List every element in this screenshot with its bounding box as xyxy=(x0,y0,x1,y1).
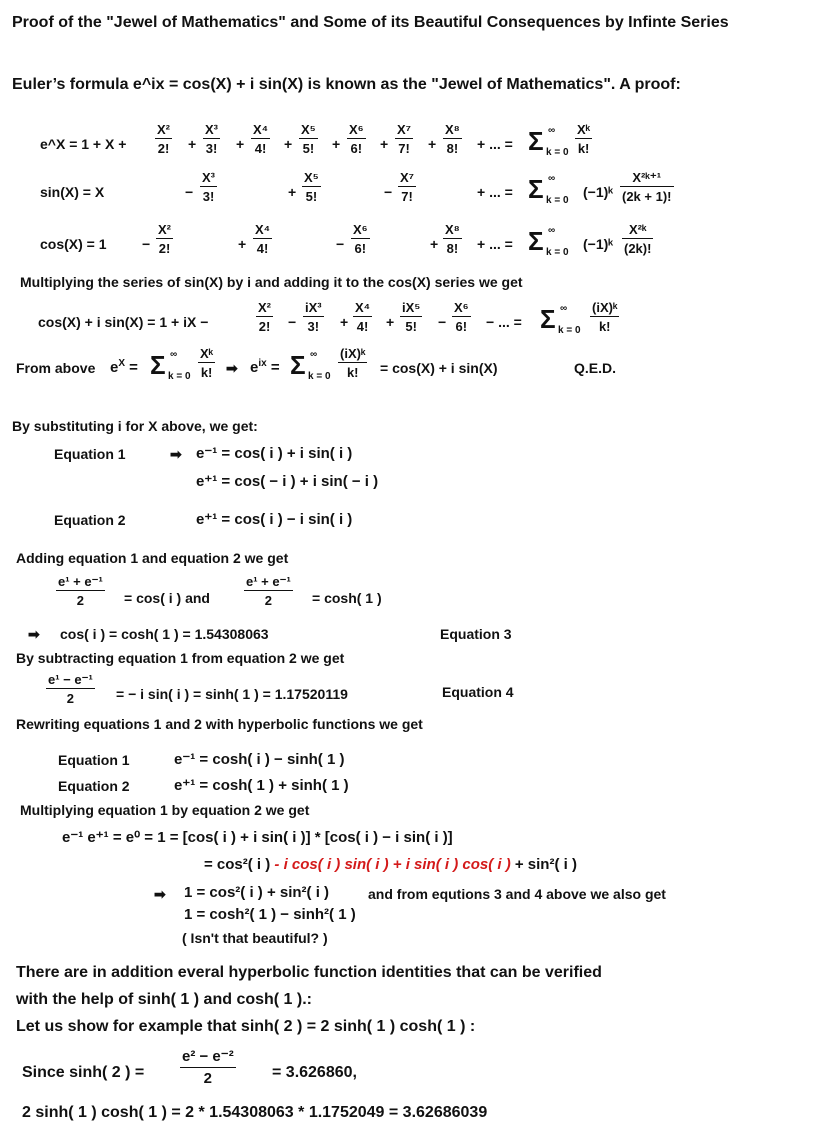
cos-sign-factor: (−1)ᵏ xyxy=(583,236,614,252)
from-above-label: From above xyxy=(16,360,96,376)
arrow-icon: ➡ xyxy=(226,360,238,376)
combined-tail: − ... = xyxy=(486,314,522,330)
eix-symbol: $e^{ix}$ = xyxy=(250,358,280,376)
combined-sum-term: $\frac{\text{(iX)ᵏ}}{k!}$ xyxy=(592,300,618,334)
hyperbolic-line-2: with the help of sinh( 1 ) and cosh( 1 ).: xyxy=(16,991,312,1008)
sigma-symbol: Σ xyxy=(528,126,544,156)
minus-sign: − xyxy=(384,184,393,200)
plus-sign: + xyxy=(238,236,247,252)
ex-term-7: $\frac{\text{X⁷}}{7!}$ xyxy=(397,122,412,156)
sum-upper: ∞ xyxy=(170,349,178,360)
multiplying-heading: Multiplying equation 1 by equation 2 we get xyxy=(20,802,310,818)
combined-term-3: $\frac{\text{iX³}}{3!}$ xyxy=(305,300,322,334)
sum-lower: k = 0 xyxy=(168,371,191,382)
ex-term-8: $\frac{\text{X⁸}}{8!}$ xyxy=(445,122,460,156)
ex-symbol: $e^X$ = xyxy=(110,358,138,376)
since-fraction: $\frac{\text{e² − e⁻²}}{2}$ xyxy=(182,1048,234,1087)
sin-term-3: $\frac{\text{X³}}{3!}$ xyxy=(202,170,215,204)
cos-term-8: $\frac{\text{X⁸}}{8!}$ xyxy=(445,222,460,256)
combined-lhs: cos(X) + i sin(X) = 1 + iX − xyxy=(38,314,209,330)
cancelling-terms: - i cos( i ) sin( i ) + i sin( i ) cos( i ) xyxy=(270,856,515,873)
ex-term-6: $\frac{\text{X⁶}}{6!}$ xyxy=(349,122,364,156)
substitution-heading: By substituting i for X above, we get: xyxy=(12,418,258,434)
rewrite-equation-2-label: Equation 2 xyxy=(58,778,130,794)
qed-label: Q.E.D. xyxy=(574,360,617,376)
multiplying-line-3: 1 = cos²( i ) + sin²( i ) xyxy=(184,884,330,901)
arrow-icon: ➡ xyxy=(170,446,182,462)
since-label: Since sinh( 2 ) = xyxy=(22,1064,145,1081)
sigma-symbol: Σ xyxy=(528,174,544,204)
equation-3-label: Equation 3 xyxy=(440,626,512,642)
sin-tail: + ... = xyxy=(477,184,513,200)
cos-term-4: $\frac{\text{X⁴}}{4!}$ xyxy=(255,222,271,256)
since-result: = 3.626860, xyxy=(272,1064,357,1081)
plus-sign: + xyxy=(430,236,439,252)
plus-sign: + xyxy=(386,314,395,330)
from-above-term: $\frac{\text{Xᵏ}}{k!}$ xyxy=(200,346,214,380)
equation-1-line-2: e⁺¹ = cos( − i ) + i sin( − i ) xyxy=(196,473,379,490)
ex-term-5: $\frac{\text{X⁵}}{5!}$ xyxy=(301,122,316,156)
sum-upper: ∞ xyxy=(310,349,318,360)
adding-heading: Adding equation 1 and equation 2 we get xyxy=(16,550,289,566)
sin-term-7: $\frac{\text{X⁷}}{7!}$ xyxy=(400,170,415,204)
multiplying-line-2: = cos²( i ) - i cos( i ) sin( i ) + i sin( i ) cos( i ) + sin²( i ) xyxy=(204,856,577,873)
adding-fraction-2: $\frac{\text{e¹ + e⁻¹}}{2}$ xyxy=(246,574,291,608)
multiply-heading: Multiplying the series of sin(X) by i and adding it to the cos(X) series we get xyxy=(20,274,523,290)
combined-term-5: $\frac{\text{iX⁵}}{5!}$ xyxy=(402,300,421,334)
page-title: Proof of the "Jewel of Mathematics" and Some of its Beautiful Consequences by Infinte Series xyxy=(12,14,729,31)
rewrite-equation-2: e⁺¹ = cosh( 1 ) + sinh( 1 ) xyxy=(174,777,349,794)
adding-fraction: $\frac{\text{e¹ + e⁻¹}}{2}$ xyxy=(58,574,103,608)
equation-2-label: Equation 2 xyxy=(54,512,126,528)
adding-cos: = cos( i ) and xyxy=(124,590,210,606)
minus-sign: − xyxy=(336,236,345,252)
plus-sign: + xyxy=(380,136,389,152)
sigma-symbol: Σ xyxy=(290,350,306,380)
equation-2-line: e⁺¹ = cos( i ) − i sin( i ) xyxy=(196,511,353,528)
subtracting-fraction: $\frac{\text{e¹ − e⁻¹}}{2}$ xyxy=(48,672,93,706)
from-above-rhs: = cos(X) + i sin(X) xyxy=(380,360,498,376)
final-identity: 2 sinh( 1 ) cosh( 1 ) = 2 * 1.54308063 * 1.1752049 = 3.62686039 xyxy=(22,1104,488,1121)
combined-term-2: $\frac{\text{X²}}{2!}$ xyxy=(258,300,271,334)
sum-upper: ∞ xyxy=(560,303,568,314)
rewrite-equation-1-label: Equation 1 xyxy=(58,752,130,768)
arrow-icon: ➡ xyxy=(154,886,166,902)
sum-upper: ∞ xyxy=(548,225,556,236)
sum-lower: k = 0 xyxy=(546,195,569,206)
rewriting-heading: Rewriting equations 1 and 2 with hyperbolic functions we get xyxy=(16,716,423,732)
sin-lhs: sin(X) = X xyxy=(40,184,105,200)
sum-lower: k = 0 xyxy=(308,371,331,382)
arrow-icon: ➡ xyxy=(28,626,40,642)
multiplying-line-1: e⁻¹ e⁺¹ = e⁰ = 1 = [cos( i ) + i sin( i )] * [cos( i ) − i sin( i )] xyxy=(62,829,453,846)
sigma-symbol: Σ xyxy=(528,226,544,256)
ex-term-3: $\frac{\text{X³}}{3!}$ xyxy=(205,122,218,156)
beautiful-note: ( Isn't that beautiful? ) xyxy=(182,930,328,946)
from-above-term-ix: $\frac{\text{(iX)ᵏ}}{k!}$ xyxy=(340,346,366,380)
subtracting-result: = − i sin( i ) = sinh( 1 ) = 1.17520119 xyxy=(116,686,348,702)
plus-sign: + xyxy=(332,136,341,152)
subtracting-heading: By subtracting equation 1 from equation 2 we get xyxy=(16,650,345,666)
sum-lower: k = 0 xyxy=(558,325,581,336)
sigma-symbol: Σ xyxy=(540,304,556,334)
adding-cosh: = cosh( 1 ) xyxy=(312,590,382,606)
plus-sign: + xyxy=(188,136,197,152)
sum-upper: ∞ xyxy=(548,173,556,184)
sum-lower: k = 0 xyxy=(546,147,569,158)
sin-sign-factor: (−1)ᵏ xyxy=(583,184,614,200)
cos-term-2: $\frac{\text{X²}}{2!}$ xyxy=(158,222,171,256)
combined-term-4: $\frac{\text{X⁴}}{4!}$ xyxy=(355,300,371,334)
sin-term-5: $\frac{\text{X⁵}}{5!}$ xyxy=(304,170,319,204)
hyperbolic-line-3: Let us show for example that sinh( 2 ) = 2 sinh( 1 ) cosh( 1 ) : xyxy=(16,1018,476,1035)
plus-sign: + xyxy=(284,136,293,152)
cos-lhs: cos(X) = 1 xyxy=(40,236,107,252)
equation-4-label: Equation 4 xyxy=(442,684,514,700)
plus-sign: + xyxy=(340,314,349,330)
cos-tail: + ... = xyxy=(477,236,513,252)
sigma-symbol: Σ xyxy=(150,350,166,380)
combined-term-6: $\frac{\text{X⁶}}{6!}$ xyxy=(454,300,469,334)
rewrite-equation-1: e⁻¹ = cosh( i ) − sinh( 1 ) xyxy=(174,751,345,768)
minus-sign: − xyxy=(288,314,297,330)
equation-1-line: e⁻¹ = cos( i ) + i sin( i ) xyxy=(196,445,353,462)
equation-1-label: Equation 1 xyxy=(54,446,126,462)
plus-sign: + xyxy=(288,184,297,200)
intro-text: Euler’s formula e^ix = cos(X) + i sin(X) is known as the "Jewel of Mathematics". A proof: xyxy=(12,76,681,93)
cos-term-6: $\frac{\text{X⁶}}{6!}$ xyxy=(353,222,368,256)
multiplying-note: and from equtions 3 and 4 above we also get xyxy=(368,886,666,902)
ex-tail: + ... = xyxy=(477,136,513,152)
multiplying-line-4: 1 = cosh²( 1 ) − sinh²( 1 ) xyxy=(184,906,356,923)
ex-sum-term: $\frac{\text{Xᵏ}}{k!}$ xyxy=(577,122,591,156)
ex-term-2: $\frac{\text{X²}}{2!}$ xyxy=(157,122,170,156)
hyperbolic-line-1: There are in addition everal hyperbolic function identities that can be verified xyxy=(16,964,602,981)
adding-result: cos( i ) = cosh( 1 ) = 1.54308063 xyxy=(60,626,269,642)
sum-upper: ∞ xyxy=(548,125,556,136)
plus-sign: + xyxy=(428,136,437,152)
minus-sign: − xyxy=(438,314,447,330)
sum-lower: k = 0 xyxy=(546,247,569,258)
plus-sign: + xyxy=(236,136,245,152)
sin-sum-term: $\frac{\text{X²ᵏ⁺¹}}{(2k + 1)!}$ xyxy=(622,170,672,204)
ex-term-4: $\frac{\text{X⁴}}{4!}$ xyxy=(253,122,269,156)
ex-lhs: e^X = 1 + X + xyxy=(40,136,127,152)
minus-sign: − xyxy=(185,184,194,200)
cos-sum-term: $\frac{\text{X²ᵏ}}{(2k)!}$ xyxy=(624,222,652,256)
minus-sign: − xyxy=(142,236,151,252)
